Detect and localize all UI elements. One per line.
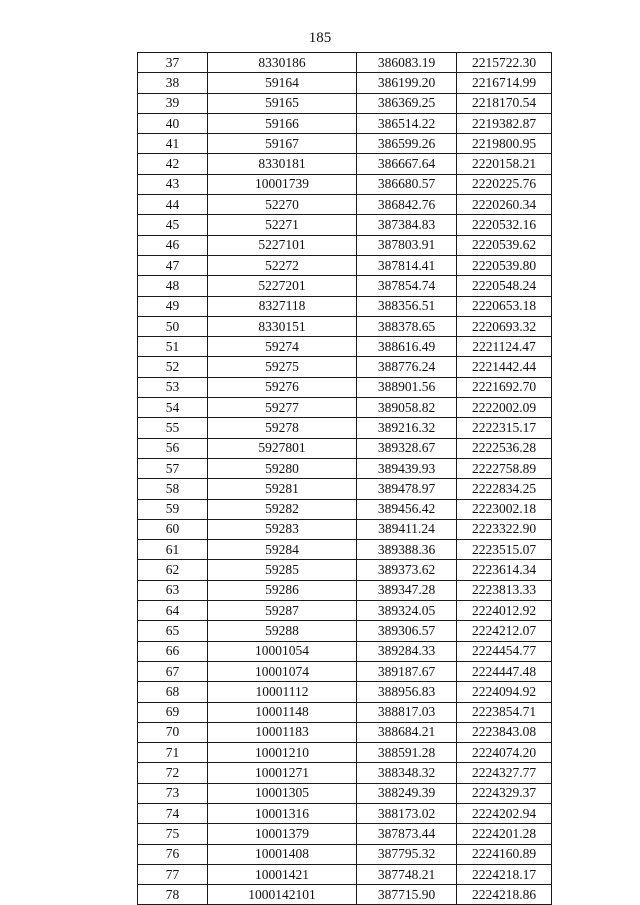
table-row bbox=[138, 580, 552, 600]
table-row bbox=[138, 418, 552, 438]
point-id-cell: 59278 bbox=[208, 418, 357, 438]
row-number-cell: 43 bbox=[138, 174, 208, 194]
y-coordinate-cell: 2224447.48 bbox=[457, 661, 552, 681]
x-coordinate-cell: 387384.83 bbox=[357, 215, 457, 235]
row-number-cell: 58 bbox=[138, 479, 208, 499]
y-coordinate-cell: 2221124.47 bbox=[457, 337, 552, 357]
x-coordinate-cell: 388173.02 bbox=[357, 803, 457, 823]
x-coordinate-cell: 389439.93 bbox=[357, 458, 457, 478]
x-coordinate-cell: 388956.83 bbox=[357, 682, 457, 702]
table-row bbox=[138, 885, 552, 905]
point-id-cell: 59274 bbox=[208, 337, 357, 357]
x-coordinate-cell: 388591.28 bbox=[357, 743, 457, 763]
row-number-cell: 44 bbox=[138, 195, 208, 215]
x-coordinate-cell: 389328.67 bbox=[357, 438, 457, 458]
y-coordinate-cell: 2224012.92 bbox=[457, 601, 552, 621]
row-number-cell: 40 bbox=[138, 113, 208, 133]
y-coordinate-cell: 2216714.99 bbox=[457, 73, 552, 93]
y-coordinate-cell: 2220548.24 bbox=[457, 276, 552, 296]
point-id-cell: 10001210 bbox=[208, 743, 357, 763]
row-number-cell: 74 bbox=[138, 803, 208, 823]
y-coordinate-cell: 2224218.86 bbox=[457, 885, 552, 905]
point-id-cell: 59280 bbox=[208, 458, 357, 478]
y-coordinate-cell: 2224074.20 bbox=[457, 743, 552, 763]
x-coordinate-cell: 389058.82 bbox=[357, 398, 457, 418]
table-row bbox=[138, 763, 552, 783]
point-id-cell: 59284 bbox=[208, 540, 357, 560]
y-coordinate-cell: 2220260.34 bbox=[457, 195, 552, 215]
point-id-cell: 8327118 bbox=[208, 296, 357, 316]
row-number-cell: 77 bbox=[138, 864, 208, 884]
x-coordinate-cell: 388378.65 bbox=[357, 316, 457, 336]
page-number: 185 bbox=[308, 30, 332, 46]
x-coordinate-cell: 388776.24 bbox=[357, 357, 457, 377]
table-row bbox=[138, 803, 552, 823]
x-coordinate-cell: 386199.20 bbox=[357, 73, 457, 93]
y-coordinate-cell: 2223515.07 bbox=[457, 540, 552, 560]
point-id-cell: 5227101 bbox=[208, 235, 357, 255]
point-id-cell: 10001421 bbox=[208, 864, 357, 884]
point-id-cell: 59167 bbox=[208, 134, 357, 154]
point-id-cell: 59282 bbox=[208, 499, 357, 519]
y-coordinate-cell: 2223843.08 bbox=[457, 722, 552, 742]
row-number-cell: 52 bbox=[138, 357, 208, 377]
table-row bbox=[138, 357, 552, 377]
table-row bbox=[138, 154, 552, 174]
y-coordinate-cell: 2223322.90 bbox=[457, 519, 552, 539]
table-row bbox=[138, 864, 552, 884]
point-id-cell: 5227201 bbox=[208, 276, 357, 296]
point-id-cell: 59277 bbox=[208, 398, 357, 418]
row-number-cell: 45 bbox=[138, 215, 208, 235]
table-row bbox=[138, 519, 552, 539]
point-id-cell: 59288 bbox=[208, 621, 357, 641]
x-coordinate-cell: 389324.05 bbox=[357, 601, 457, 621]
table-row bbox=[138, 316, 552, 336]
table-row bbox=[138, 743, 552, 763]
x-coordinate-cell: 386599.26 bbox=[357, 134, 457, 154]
coordinates-table bbox=[137, 52, 552, 905]
table-row bbox=[138, 296, 552, 316]
table-row bbox=[138, 601, 552, 621]
x-coordinate-cell: 386083.19 bbox=[357, 53, 457, 73]
x-coordinate-cell: 386680.57 bbox=[357, 174, 457, 194]
point-id-cell: 10001074 bbox=[208, 661, 357, 681]
table-row bbox=[138, 783, 552, 803]
y-coordinate-cell: 2215722.30 bbox=[457, 53, 552, 73]
point-id-cell: 59281 bbox=[208, 479, 357, 499]
point-id-cell: 10001305 bbox=[208, 783, 357, 803]
row-number-cell: 54 bbox=[138, 398, 208, 418]
table-row bbox=[138, 499, 552, 519]
row-number-cell: 60 bbox=[138, 519, 208, 539]
x-coordinate-cell: 387715.90 bbox=[357, 885, 457, 905]
y-coordinate-cell: 2220539.80 bbox=[457, 255, 552, 275]
y-coordinate-cell: 2224212.07 bbox=[457, 621, 552, 641]
table-row bbox=[138, 377, 552, 397]
x-coordinate-cell: 387748.21 bbox=[357, 864, 457, 884]
y-coordinate-cell: 2220158.21 bbox=[457, 154, 552, 174]
row-number-cell: 49 bbox=[138, 296, 208, 316]
table-row bbox=[138, 215, 552, 235]
table-row bbox=[138, 235, 552, 255]
point-id-cell: 52272 bbox=[208, 255, 357, 275]
y-coordinate-cell: 2221442.44 bbox=[457, 357, 552, 377]
x-coordinate-cell: 389284.33 bbox=[357, 641, 457, 661]
point-id-cell: 59166 bbox=[208, 113, 357, 133]
row-number-cell: 67 bbox=[138, 661, 208, 681]
point-id-cell: 1000142101 bbox=[208, 885, 357, 905]
y-coordinate-cell: 2220653.18 bbox=[457, 296, 552, 316]
y-coordinate-cell: 2224202.94 bbox=[457, 803, 552, 823]
y-coordinate-cell: 2220225.76 bbox=[457, 174, 552, 194]
table-row bbox=[138, 682, 552, 702]
x-coordinate-cell: 389216.32 bbox=[357, 418, 457, 438]
row-number-cell: 42 bbox=[138, 154, 208, 174]
table-row bbox=[138, 560, 552, 580]
point-id-cell: 10001408 bbox=[208, 844, 357, 864]
y-coordinate-cell: 2220693.32 bbox=[457, 316, 552, 336]
y-coordinate-cell: 2221692.70 bbox=[457, 377, 552, 397]
y-coordinate-cell: 2218170.54 bbox=[457, 93, 552, 113]
row-number-cell: 71 bbox=[138, 743, 208, 763]
point-id-cell: 8330186 bbox=[208, 53, 357, 73]
row-number-cell: 73 bbox=[138, 783, 208, 803]
row-number-cell: 76 bbox=[138, 844, 208, 864]
x-coordinate-cell: 389347.28 bbox=[357, 580, 457, 600]
point-id-cell: 8330151 bbox=[208, 316, 357, 336]
row-number-cell: 64 bbox=[138, 601, 208, 621]
point-id-cell: 59286 bbox=[208, 580, 357, 600]
x-coordinate-cell: 389478.97 bbox=[357, 479, 457, 499]
x-coordinate-cell: 388356.51 bbox=[357, 296, 457, 316]
y-coordinate-cell: 2223813.33 bbox=[457, 580, 552, 600]
y-coordinate-cell: 2222834.25 bbox=[457, 479, 552, 499]
table-row bbox=[138, 195, 552, 215]
table-row bbox=[138, 134, 552, 154]
row-number-cell: 37 bbox=[138, 53, 208, 73]
row-number-cell: 63 bbox=[138, 580, 208, 600]
row-number-cell: 68 bbox=[138, 682, 208, 702]
x-coordinate-cell: 388249.39 bbox=[357, 783, 457, 803]
table-row bbox=[138, 621, 552, 641]
y-coordinate-cell: 2224201.28 bbox=[457, 824, 552, 844]
y-coordinate-cell: 2223002.18 bbox=[457, 499, 552, 519]
x-coordinate-cell: 387814.41 bbox=[357, 255, 457, 275]
x-coordinate-cell: 386369.25 bbox=[357, 93, 457, 113]
row-number-cell: 69 bbox=[138, 702, 208, 722]
row-number-cell: 55 bbox=[138, 418, 208, 438]
y-coordinate-cell: 2222315.17 bbox=[457, 418, 552, 438]
y-coordinate-cell: 2222536.28 bbox=[457, 438, 552, 458]
x-coordinate-cell: 388817.03 bbox=[357, 702, 457, 722]
table-row bbox=[138, 540, 552, 560]
x-coordinate-cell: 389306.57 bbox=[357, 621, 457, 641]
table-row bbox=[138, 93, 552, 113]
x-coordinate-cell: 386514.22 bbox=[357, 113, 457, 133]
y-coordinate-cell: 2224218.17 bbox=[457, 864, 552, 884]
row-number-cell: 50 bbox=[138, 316, 208, 336]
table-row bbox=[138, 337, 552, 357]
x-coordinate-cell: 388348.32 bbox=[357, 763, 457, 783]
x-coordinate-cell: 389373.62 bbox=[357, 560, 457, 580]
x-coordinate-cell: 389187.67 bbox=[357, 661, 457, 681]
table-row bbox=[138, 458, 552, 478]
row-number-cell: 57 bbox=[138, 458, 208, 478]
point-id-cell: 10001271 bbox=[208, 763, 357, 783]
x-coordinate-cell: 387803.91 bbox=[357, 235, 457, 255]
table-row bbox=[138, 722, 552, 742]
point-id-cell: 59285 bbox=[208, 560, 357, 580]
y-coordinate-cell: 2223614.34 bbox=[457, 560, 552, 580]
y-coordinate-cell: 2219382.87 bbox=[457, 113, 552, 133]
point-id-cell: 59164 bbox=[208, 73, 357, 93]
row-number-cell: 51 bbox=[138, 337, 208, 357]
x-coordinate-cell: 387854.74 bbox=[357, 276, 457, 296]
point-id-cell: 52271 bbox=[208, 215, 357, 235]
row-number-cell: 59 bbox=[138, 499, 208, 519]
row-number-cell: 39 bbox=[138, 93, 208, 113]
coordinates-table-body bbox=[138, 53, 552, 905]
x-coordinate-cell: 389388.36 bbox=[357, 540, 457, 560]
point-id-cell: 10001183 bbox=[208, 722, 357, 742]
table-row bbox=[138, 702, 552, 722]
row-number-cell: 41 bbox=[138, 134, 208, 154]
row-number-cell: 46 bbox=[138, 235, 208, 255]
row-number-cell: 75 bbox=[138, 824, 208, 844]
table-row bbox=[138, 641, 552, 661]
table-row bbox=[138, 73, 552, 93]
row-number-cell: 65 bbox=[138, 621, 208, 641]
row-number-cell: 70 bbox=[138, 722, 208, 742]
row-number-cell: 48 bbox=[138, 276, 208, 296]
point-id-cell: 5927801 bbox=[208, 438, 357, 458]
point-id-cell: 59276 bbox=[208, 377, 357, 397]
table-row bbox=[138, 824, 552, 844]
point-id-cell: 10001379 bbox=[208, 824, 357, 844]
x-coordinate-cell: 389456.42 bbox=[357, 499, 457, 519]
row-number-cell: 47 bbox=[138, 255, 208, 275]
x-coordinate-cell: 388616.49 bbox=[357, 337, 457, 357]
point-id-cell: 8330181 bbox=[208, 154, 357, 174]
y-coordinate-cell: 2222758.89 bbox=[457, 458, 552, 478]
point-id-cell: 10001148 bbox=[208, 702, 357, 722]
table-row bbox=[138, 844, 552, 864]
table-row bbox=[138, 479, 552, 499]
x-coordinate-cell: 389411.24 bbox=[357, 519, 457, 539]
y-coordinate-cell: 2224327.77 bbox=[457, 763, 552, 783]
table-row bbox=[138, 174, 552, 194]
y-coordinate-cell: 2220539.62 bbox=[457, 235, 552, 255]
table-row bbox=[138, 398, 552, 418]
point-id-cell: 10001112 bbox=[208, 682, 357, 702]
y-coordinate-cell: 2224160.89 bbox=[457, 844, 552, 864]
y-coordinate-cell: 2224329.37 bbox=[457, 783, 552, 803]
y-coordinate-cell: 2219800.95 bbox=[457, 134, 552, 154]
x-coordinate-cell: 388684.21 bbox=[357, 722, 457, 742]
row-number-cell: 66 bbox=[138, 641, 208, 661]
row-number-cell: 61 bbox=[138, 540, 208, 560]
point-id-cell: 59275 bbox=[208, 357, 357, 377]
x-coordinate-cell: 386842.76 bbox=[357, 195, 457, 215]
point-id-cell: 59283 bbox=[208, 519, 357, 539]
y-coordinate-cell: 2220532.16 bbox=[457, 215, 552, 235]
x-coordinate-cell: 387873.44 bbox=[357, 824, 457, 844]
table-row bbox=[138, 438, 552, 458]
table-row bbox=[138, 661, 552, 681]
row-number-cell: 53 bbox=[138, 377, 208, 397]
y-coordinate-cell: 2222002.09 bbox=[457, 398, 552, 418]
point-id-cell: 52270 bbox=[208, 195, 357, 215]
table-row bbox=[138, 276, 552, 296]
row-number-cell: 72 bbox=[138, 763, 208, 783]
row-number-cell: 38 bbox=[138, 73, 208, 93]
x-coordinate-cell: 388901.56 bbox=[357, 377, 457, 397]
x-coordinate-cell: 386667.64 bbox=[357, 154, 457, 174]
table-row bbox=[138, 255, 552, 275]
row-number-cell: 62 bbox=[138, 560, 208, 580]
point-id-cell: 10001054 bbox=[208, 641, 357, 661]
point-id-cell: 59165 bbox=[208, 93, 357, 113]
point-id-cell: 10001739 bbox=[208, 174, 357, 194]
table-row bbox=[138, 113, 552, 133]
y-coordinate-cell: 2223854.71 bbox=[457, 702, 552, 722]
y-coordinate-cell: 2224454.77 bbox=[457, 641, 552, 661]
y-coordinate-cell: 2224094.92 bbox=[457, 682, 552, 702]
point-id-cell: 59287 bbox=[208, 601, 357, 621]
row-number-cell: 78 bbox=[138, 885, 208, 905]
row-number-cell: 56 bbox=[138, 438, 208, 458]
point-id-cell: 10001316 bbox=[208, 803, 357, 823]
table-row bbox=[138, 53, 552, 73]
x-coordinate-cell: 387795.32 bbox=[357, 844, 457, 864]
